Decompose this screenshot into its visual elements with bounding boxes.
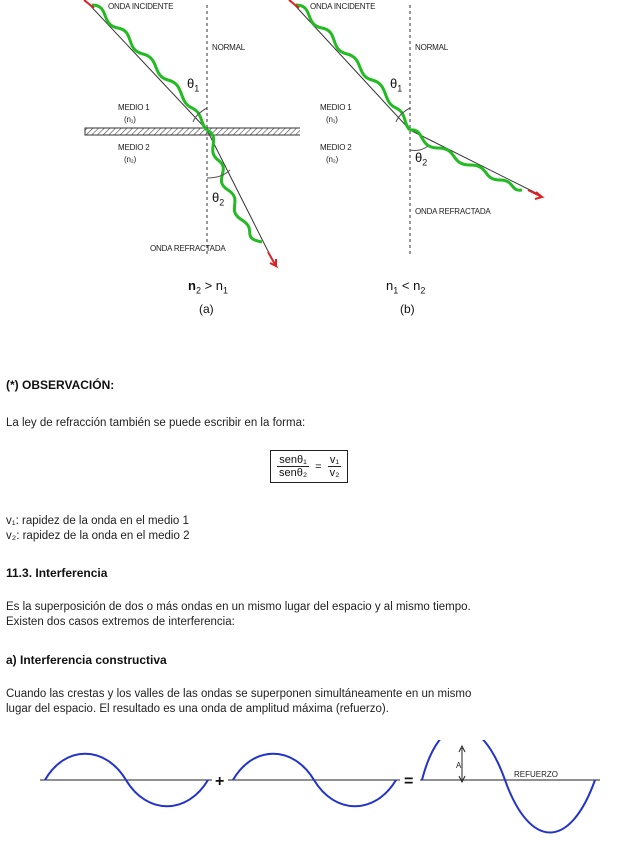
subsection-heading: a) Interferencia constructiva	[6, 653, 167, 667]
normal-label: NORMAL	[212, 43, 246, 52]
relation-a: $n_2 > n_1$	[188, 278, 229, 296]
constructive-interference-diagram	[0, 740, 631, 848]
refracted-wave-label: ONDA REFRACTADA	[150, 244, 226, 253]
medium2-label-b: MEDIO 2	[320, 143, 352, 152]
medium2-index-b: (n₂)	[326, 155, 339, 164]
observation-heading: (*) OBSERVACIÓN:	[6, 378, 115, 392]
caption-b: (b)	[400, 302, 415, 316]
v1-definition: v₁: rapidez de la onda en el medio 1	[6, 515, 189, 527]
medium2-index: (n₂)	[124, 155, 137, 164]
refracted-arrow-b	[528, 190, 542, 199]
caption-a: (a)	[199, 302, 214, 316]
section-paragraph-line2: Existen dos casos extremos de interferencia:	[6, 616, 235, 628]
diagram-b-drawing	[0, 0, 631, 300]
formula-right-fraction	[328, 454, 342, 479]
amplitude-label: A	[456, 761, 462, 770]
incident-wave-label-b: ONDA INCIDENTE	[310, 2, 376, 11]
medium1-label-b: MEDIO 1	[320, 103, 352, 112]
section-paragraph-line1: Es la superposición de dos o más ondas en un mismo lugar del espacio y al mismo tiempo.	[6, 601, 471, 613]
theta2-label: $\theta_2$	[212, 190, 225, 208]
refracted-ray-b	[410, 130, 540, 195]
theta2-label-b: $\theta_2$	[415, 150, 428, 168]
formula-equals: =	[315, 460, 322, 473]
formula-left-fraction	[277, 454, 309, 479]
result-wave	[422, 740, 595, 833]
relation-b: $n_1 < n_2$	[386, 278, 426, 296]
theta1-label-b: $\theta_1$	[390, 76, 403, 94]
section-heading: 11.3. Interferencia	[6, 566, 108, 580]
refraction-formula	[270, 450, 348, 483]
refracted-wave-label-b: ONDA REFRACTADA	[415, 207, 491, 216]
formula-num-left: senθ₁	[279, 454, 307, 466]
refraction-diagram-b	[0, 0, 631, 320]
subsection-paragraph-line2: lugar del espacio. El resultado es una onda de amplitud máxima (refuerzo).	[6, 703, 389, 715]
medium2-label: MEDIO 2	[118, 143, 150, 152]
formula-num-right: v₁	[329, 454, 340, 466]
medium1-label: MEDIO 1	[118, 103, 150, 112]
formula-den-right: v₂	[329, 467, 340, 479]
theta1-label: $\theta_1$	[187, 76, 200, 94]
v2-definition: v₂: rapidez de la onda en el medio 2	[6, 530, 190, 542]
incident-wave-label: ONDA INCIDENTE	[108, 2, 174, 11]
medium1-index-b: (n₁)	[326, 115, 338, 124]
formula-den-left: senθ₂	[279, 467, 308, 479]
observation-intro: La ley de refracción también se puede escribir en la forma:	[6, 417, 306, 429]
plus-sign: +	[215, 773, 225, 790]
medium1-index: (n₁)	[124, 115, 136, 124]
refuerzo-label: REFUERZO	[514, 770, 558, 779]
subsection-paragraph-line1: Cuando las crestas y los valles de las ondas se superponen simultáneamente en un mismo	[6, 688, 472, 700]
normal-label-b: NORMAL	[415, 43, 449, 52]
equals-sign: =	[404, 773, 414, 790]
